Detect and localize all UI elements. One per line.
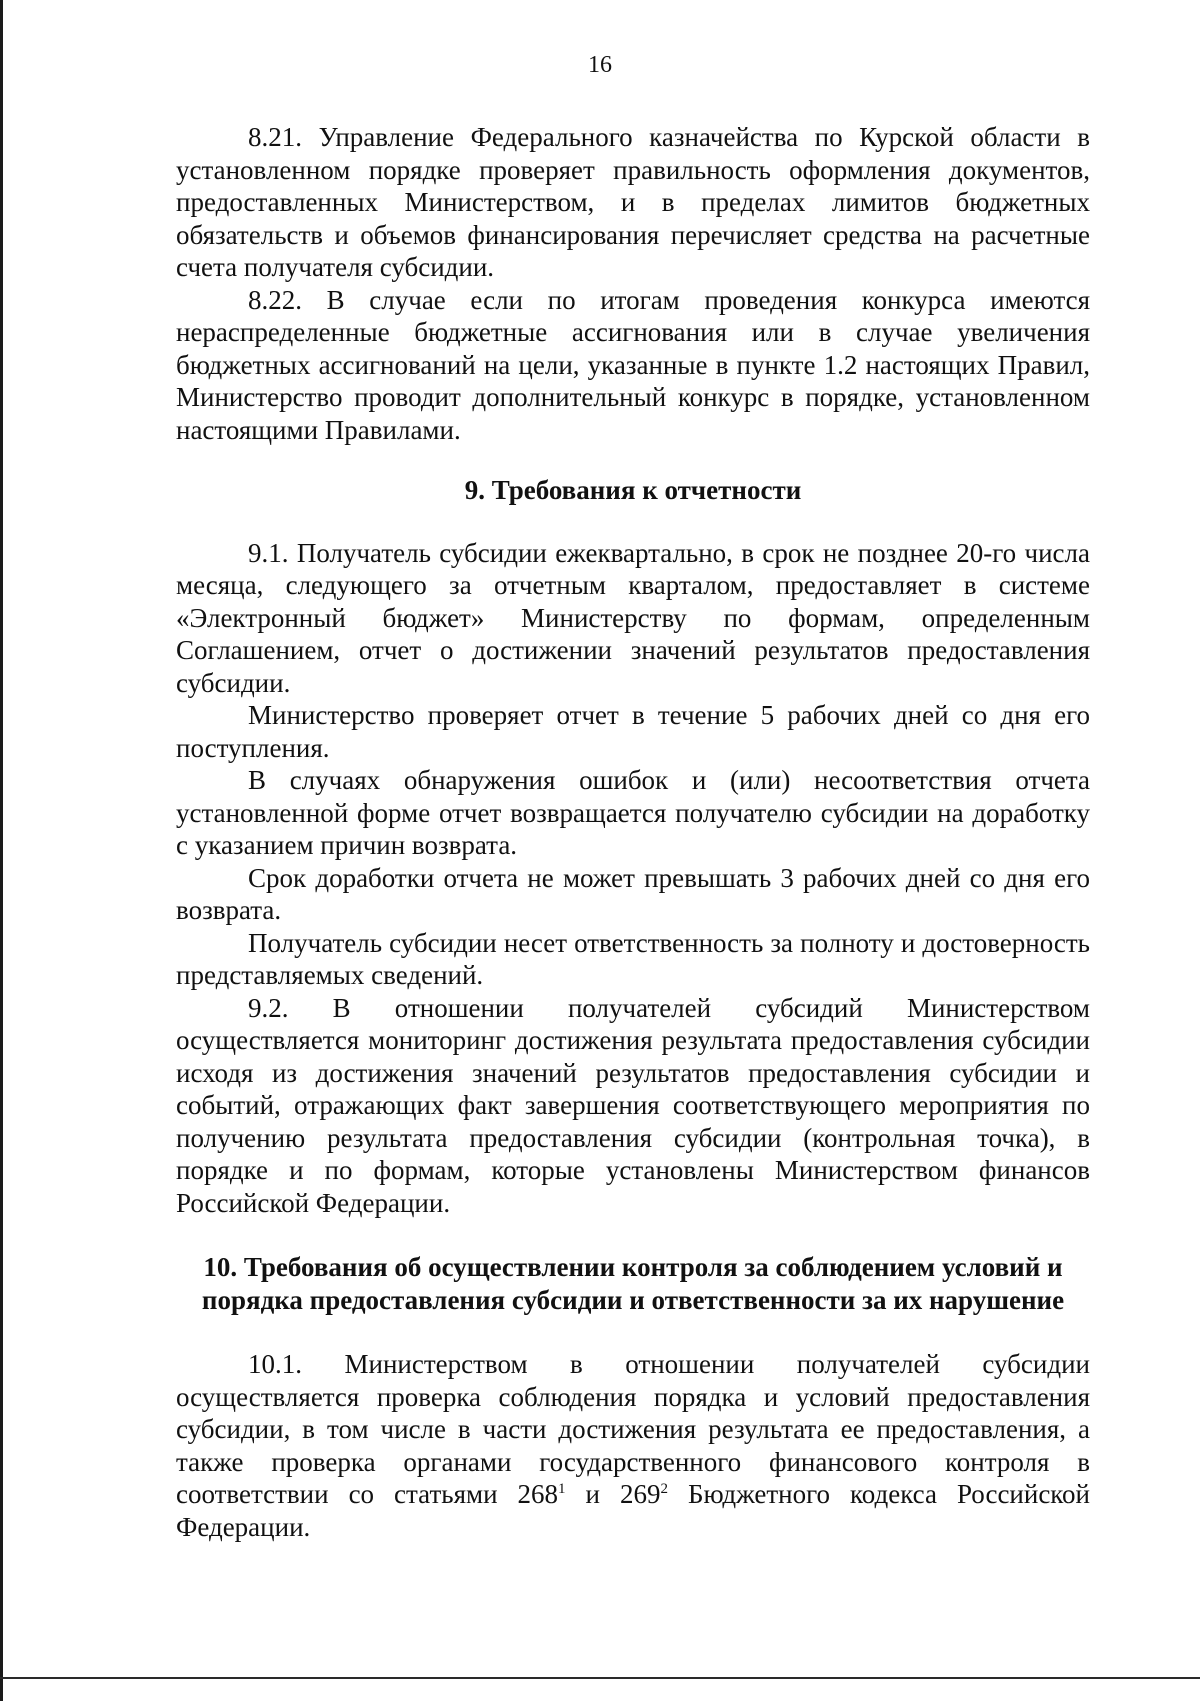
document-body [176,121,1090,1543]
paragraph-8-22: 8.22. В случае если по итогам проведения конкурса имеются нераспределенные бюджетные ассигнования или в случае увеличения бюджетных ассигнований на цели, указанные в пункте 1.2 настоящих Правил, Министерство проводит дополнительный конкурс в порядке, установленном настоящими Правилами. [176,284,1090,445]
paragraph-9-1-responsibility: Получатель субсидии несет ответственность за полноту и достоверность представляемых сведений. [176,927,1090,990]
paragraph-10-1-text-middle: и 269 [565,1479,661,1509]
paragraph-9-1-errors: В случаях обнаружения ошибок и (или) несоответствия отчета установленной форме отчет возвращается получателю субсидии на доработку с указанием причин возврата. [176,765,1090,860]
paragraph-9-2: 9.2. В отношении получателей субсидий Министерством осуществляется мониторинг достижения результата предоставления субсидии исходя из достижения значений результатов предоставления субсидии и событий, отражающих факт завершения соответствующего мероприятия по получению результата предоставления субсидии (контрольная точка), в порядке и по формам, которые установлены Министерством финансов Российской Федерации. [176,992,1090,1218]
section-10-title: 10. Требования об осуществлении контроля за соблюдением условий и порядка предоставления субсидии и ответственности за их нарушение [201,1252,1065,1315]
paragraph-9-1-deadline: Срок доработки отчета не может превышать 3 рабочих дней со дня его возврата. [176,862,1090,925]
paragraph-10-1-text-start: 10.1. Министерством в отношении получателей субсидии осуществляется проверка соблюдения порядка и условий предоставления субсидии, в том числе в части достижения результата ее предоставления, а также проверка органами государственного финансового контроля в соответствии со статьями 268 [176,1349,1090,1509]
paragraph-9-1: 9.1. Получатель субсидии ежеквартально, в срок не позднее 20-го числа месяца, следующего за отчетным кварталом, предоставляет в системе «Электронный бюджет» Министерству по формам, определенным Соглашением, отчет о достижении значений результатов предоставления субсидии. [176,537,1090,698]
footnote-mark-268: 1 [558,1481,566,1497]
page-number: 16 [588,52,612,78]
footnote-mark-269: 2 [660,1481,669,1497]
paragraph-10-1-text-end: Бюджетного кодекса Российской Федерации. [176,1479,1091,1542]
scan-edge-bottom [0,1677,1200,1679]
scan-edge-left [0,0,3,1701]
section-9-title: 9. Требования к отчетности [464,475,802,505]
paragraph-8-21: 8.21. Управление Федерального казначейства по Курской области в установленном порядке проверяет правильность оформления документов, предоставленных Министерством, и в пределах лимитов бюджетных обязательств и объемов финансирования перечисляет средства на расчетные счета получателя субсидии. [176,122,1090,282]
paragraph-9-1-check: Министерство проверяет отчет в течение 5 рабочих дней со дня его поступления. [176,700,1090,763]
paragraph-10-1 [176,1348,1090,1543]
